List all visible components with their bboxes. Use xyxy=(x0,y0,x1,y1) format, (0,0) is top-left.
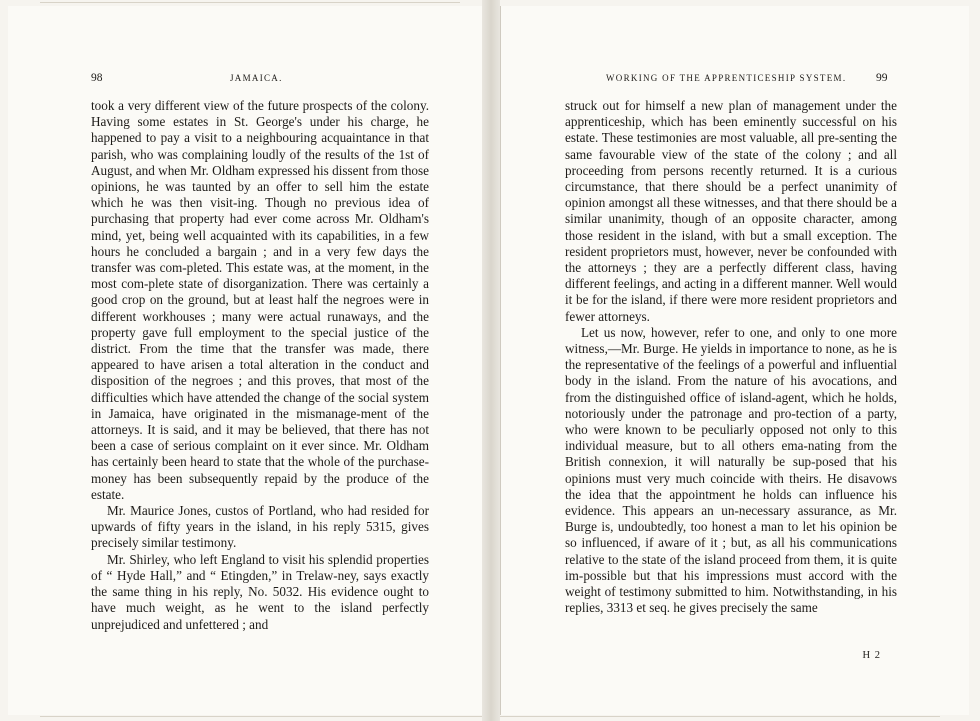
paragraph: Mr. Maurice Jones, custos of Portland, who had resided for upwards of fifty years in the island, in his reply 5315, gives precisely similar testimony. xyxy=(91,503,429,551)
left-page-text xyxy=(91,98,429,633)
top-crop-line xyxy=(40,2,460,3)
signature-mark: H 2 xyxy=(862,650,881,661)
paragraph: struck out for himself a new plan of management under the apprenticeship, which has been eminently successful on his estate. These testimonies are most valuable, all pre-senting the same favourable view of the state of the colony ; and all proceeding from persons recently returned. It is a curious circumstance, that there should be a perfect unanimity of opinion amongst all these witnesses, and that there should be a similar unanimity, though of an opposite character, among those resident in the island, with but a small exception. The resident proprietors must, however, never be confounded with the attorneys ; they are a perfectly different class, having different feelings, and acting in a different manner. Well would it be for the island, if there were more resident proprietors and fewer attorneys. xyxy=(565,98,897,324)
right-page-number: 99 xyxy=(876,72,888,84)
book-gutter xyxy=(482,0,500,721)
left-page xyxy=(8,6,483,715)
paragraph: Let us now, however, refer to one, and only to one more witness,—Mr. Burge. He yields in importance to none, as he is the representative of the feelings of a powerful and influential body in the island. From the nature of his avocations, and from the distinguished office of island-agent, which he holds, notoriously under the patronage and pro-tection of a party, who were known to be peculiarly opposed not only to this individual measure, but to all others ema-nating from the British connexion, it will naturally be sup-posed that his opinions must very much coincide with theirs. He disavows the idea that the appointment he holds can influence his evidence. This appears an un-necessary assurance, as Mr. Burge is, undoubtedly, too honest a man to let his opinion be so influenced, if aware of it ; but, as all his communications relative to the state of the island proceed from them, it is quite im-possible but that his impressions must accord with the weight of testimony submitted to him. Notwithstanding, in his replies, 3313 et seq. he gives precisely the same xyxy=(565,324,897,616)
left-page-number: 98 xyxy=(91,72,103,84)
paragraph: Mr. Shirley, who left England to visit his splendid properties of “ Hyde Hall,” and “ Etingden,” in Trelaw-ney, says exactly the same thing in his reply, No. 5032. His evidence ought to have much weight, as he went to the island perfectly unprejudiced and unfettered ; and xyxy=(91,551,429,632)
right-page xyxy=(500,6,969,715)
right-running-head xyxy=(501,72,969,86)
right-running-title: WORKING OF THE APPRENTICESHIP SYSTEM. xyxy=(606,73,847,83)
right-page-text xyxy=(565,98,897,617)
paragraph: took a very different view of the future prospects of the colony. Having some estates in St. George's under his charge, he happened to pay a visit to a neighbouring acquaintance in that parish, who was complaining loudly of the results of the 1st of August, and when Mr. Oldham expressed his dissent from those opinions, he was taunted by an offer to sell him the estate which he was then visit-ing. Though no previous idea of purchasing that property had ever come across Mr. Oldham's mind, yet, being well acquainted with its capabilities, in a few hours he concluded a bargain ; and in a very few days the transfer was com-pleted. This estate was, at the moment, in the most com-plete state of disorganization. There was certainly a good crop on the ground, but at least half the negroes were in different workhouses ; many were actual runaways, and the property gave full employment to the special justice of the district. From the time that the transfer was made, there appeared to have arisen a total alteration in the conduct and disposition of the negroes ; and this proves, that most of the difficulties which have attended the change of the social system in Jamaica, have originated in the mismanage-ment of the attorneys. It is said, and it may be believed, that there has not been a case of serious complaint on it ever since. Mr. Oldham has certainly been heard to state that the whole of the purchase-money has been subsequently repaid by the produce of the estate. xyxy=(91,98,429,502)
left-running-head xyxy=(8,72,482,86)
left-running-title: JAMAICA. xyxy=(230,73,283,83)
